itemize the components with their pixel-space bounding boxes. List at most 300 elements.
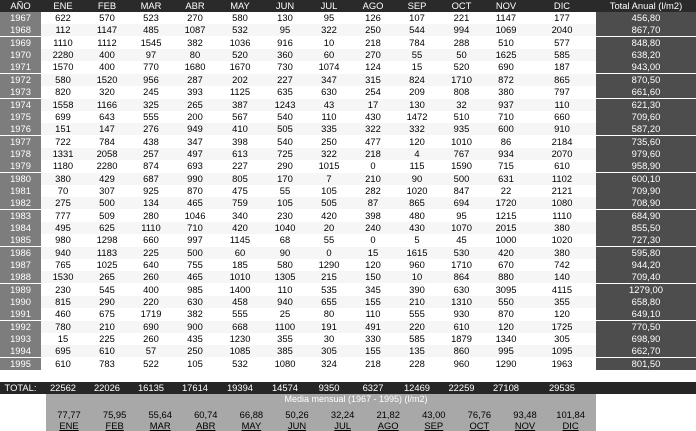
table-cell: 200 [173,111,217,123]
table-cell: 1069 [484,24,528,36]
table-cell: 1074 [307,61,351,73]
table-cell: 221 [439,12,484,24]
mean-month-label: NOV [514,420,536,431]
table-cell: 1046 [173,210,217,222]
table-cell: 87 [351,197,395,209]
table-cell: 580 [263,259,307,271]
table-cell: 250 [307,136,351,148]
table-cell: 742 [528,259,596,271]
row-year: 1977 [0,136,41,148]
table-cell: 1545 [129,37,173,49]
table-cell: 435 [173,333,217,345]
row-year: 1971 [0,61,41,73]
table-cell: 390 [395,284,439,296]
table-cell: 610 [41,358,85,370]
table-cell: 155 [351,345,395,357]
table-cell: 1100 [263,321,307,333]
row-total: 661,60 [596,86,696,98]
header-row [0,0,696,12]
table-cell: 660 [129,234,173,246]
row-year: 1991 [0,308,41,320]
table-cell: 910 [528,123,596,135]
table-cell: 20 [307,222,351,234]
table-cell: 254 [351,86,395,98]
row-year: 1988 [0,271,41,283]
table-cell: 555 [217,308,263,320]
table-cell: 420 [307,210,351,222]
table-cell: 1520 [85,74,129,86]
table-cell: 985 [173,284,217,296]
table-cell: 120 [484,321,528,333]
table-cell: 523 [129,12,173,24]
table-row [0,160,696,172]
row-total: 587,20 [596,123,696,135]
mean-value: 101,84 [556,409,585,420]
total-cell: 17614 [173,382,217,394]
table-cell: 1670 [217,61,263,73]
table-cell: 475 [217,185,263,197]
table-cell: 330 [351,333,395,345]
row-total: 770,50 [596,321,696,333]
table-cell: 1963 [528,358,596,370]
table-cell: 230 [41,284,85,296]
table-cell: 7 [307,173,351,185]
table-cell: 725 [263,148,307,160]
table-cell: 655 [307,296,351,308]
table-cell: 860 [439,345,484,357]
table-cell: 105 [307,185,351,197]
table-cell: 570 [85,12,129,24]
table-cell: 15 [395,61,439,73]
table-cell: 520 [439,61,484,73]
table-cell: 465 [173,271,217,283]
row-year: 1970 [0,49,41,61]
row-total: 735,60 [596,136,696,148]
table-cell: 510 [439,111,484,123]
table-cell: 630 [439,284,484,296]
row-year: 1972 [0,74,41,86]
table-cell: 940 [263,296,307,308]
table-cell: 865 [528,74,596,86]
table-row [0,284,696,296]
table-cell: 497 [173,148,217,160]
mean-month-label: MAR [149,420,171,431]
row-year: 1993 [0,333,41,345]
table-cell: 220 [129,296,173,308]
header-month: MAR [129,0,173,12]
table-cell: 4115 [528,284,596,296]
table-cell: 1725 [528,321,596,333]
table-cell: 994 [439,24,484,36]
table-row [0,358,696,370]
table-cell: 140 [528,271,596,283]
table-cell: 1720 [484,197,528,209]
table-cell: 430 [395,222,439,234]
table-cell: 530 [439,247,484,259]
table-cell: 282 [351,185,395,197]
mean-value: 93,48 [513,409,537,420]
row-total: 979,60 [596,148,696,160]
table-cell: 995 [484,345,528,357]
table-cell: 540 [263,136,307,148]
table-cell: 1615 [395,247,439,259]
table-cell: 228 [395,358,439,370]
table-cell: 218 [351,37,395,49]
mean-month-label: JUN [287,420,307,431]
table-cell: 0 [307,247,351,259]
table-cell: 55 [263,185,307,197]
table-cell: 500 [85,197,129,209]
table-cell: 1530 [41,271,85,283]
table-cell: 218 [351,148,395,160]
table-cell: 1095 [528,345,596,357]
header-month: NOV [484,0,528,12]
table-cell: 2070 [528,148,596,160]
table-cell: 1625 [484,49,528,61]
mean-value: 55,64 [148,409,172,420]
table-cell: 900 [173,321,217,333]
table-cell: 690 [129,321,173,333]
table-cell: 687 [129,173,173,185]
table-cell: 1010 [439,136,484,148]
table-cell: 960 [439,358,484,370]
table-cell: 130 [263,12,307,24]
mean-month-label: DIC [562,420,579,431]
mean-value: 50,26 [285,409,309,420]
table-row [0,308,696,320]
table-cell: 2121 [528,185,596,197]
mean-month-label: ABR [196,420,216,431]
table-cell: 322 [307,24,351,36]
table-cell: 120 [528,308,596,320]
totals-label: TOTAL: [0,382,41,394]
table-cell: 110 [263,284,307,296]
table-cell: 1110 [41,37,85,49]
table-cell: 540 [263,111,307,123]
table-cell: 332 [395,123,439,135]
table-cell: 1310 [439,296,484,308]
table-cell: 380 [528,247,596,259]
table-cell: 5 [395,234,439,246]
table-cell: 70 [41,185,85,197]
table-cell: 135 [395,345,439,357]
table-row [0,271,696,283]
header-month: DIC [528,0,596,12]
table-cell: 797 [528,86,596,98]
row-year: 1992 [0,321,41,333]
row-year: 1989 [0,284,41,296]
total-cell: 14574 [263,382,307,394]
table-cell: 585 [395,333,439,345]
table-cell: 134 [129,197,173,209]
mean-month-label: FEB [105,420,124,431]
row-year: 1967 [0,12,41,24]
table-cell: 610 [528,160,596,172]
table-cell: 925 [129,185,173,197]
table-cell: 580 [217,12,263,24]
table-cell: 1183 [85,247,129,259]
table-cell: 610 [439,321,484,333]
mean-month-label: SEP [424,420,444,431]
table-row [0,74,696,86]
table-cell: 600 [484,123,528,135]
table-cell: 535 [307,284,351,296]
table-cell: 210 [351,173,395,185]
table-cell: 1020 [528,234,596,246]
header-month: OCT [439,0,484,12]
table-cell: 1879 [439,333,484,345]
table-cell: 86 [484,136,528,148]
table-cell: 218 [351,358,395,370]
header-month: MAY [217,0,263,12]
table-cell: 808 [439,86,484,98]
mean-month-label: ENE [59,420,79,431]
table-row [0,99,696,111]
table-cell: 25 [263,308,307,320]
table-cell: 545 [85,284,129,296]
row-year: 1985 [0,234,41,246]
table-cell: 320 [85,86,129,98]
table-cell: 355 [263,333,307,345]
table-cell: 430 [351,111,395,123]
table-cell: 110 [307,111,351,123]
table-cell: 115 [395,160,439,172]
totals-blank [596,382,696,394]
table-cell: 150 [351,271,395,283]
row-total: 801,50 [596,358,696,370]
table-cell: 1087 [173,24,217,36]
table-cell: 1145 [217,234,263,246]
table-cell: 245 [129,86,173,98]
table-cell: 95 [263,24,307,36]
row-total: 621,30 [596,99,696,111]
row-total: 649,10 [596,308,696,320]
table-cell: 625 [85,222,129,234]
table-row [0,61,696,73]
table-cell: 17 [351,99,395,111]
table-cell: 155 [351,296,395,308]
table-cell: 130 [395,99,439,111]
table-cell: 250 [173,345,217,357]
table-cell: 2184 [528,136,596,148]
total-cell: 22026 [85,382,129,394]
table-row [0,136,696,148]
table-cell: 491 [351,321,395,333]
table-cell: 400 [85,49,129,61]
total-cell: 22562 [41,382,85,394]
table-cell: 631 [484,173,528,185]
table-cell: 1125 [217,86,263,98]
table-cell: 1080 [263,358,307,370]
table-cell: 55 [395,49,439,61]
mean-value: 43,00 [422,409,446,420]
table-cell: 870 [173,185,217,197]
table-cell: 3095 [484,284,528,296]
table-cell: 260 [129,333,173,345]
table-cell: 722 [41,136,85,148]
row-total: 595,80 [596,247,696,259]
table-cell: 55 [307,234,351,246]
table-cell: 1025 [85,259,129,271]
table-cell: 209 [395,86,439,98]
table-cell: 270 [173,12,217,24]
header-month: SEP [395,0,439,12]
table-cell: 95 [439,210,484,222]
table-cell: 1298 [85,234,129,246]
table-cell: 522 [129,358,173,370]
table-cell: 120 [395,136,439,148]
mean-value: 66,88 [239,409,264,420]
table-cell: 870 [484,308,528,320]
table-cell: 191 [307,321,351,333]
table-cell: 60 [217,247,263,259]
table-cell: 730 [263,61,307,73]
table-cell: 1719 [129,308,173,320]
table-cell: 4 [395,148,439,160]
header-total: Total Anual (l/m2) [596,0,696,12]
table-row [0,259,696,271]
table-cell: 185 [217,259,263,271]
table-cell: 520 [217,49,263,61]
table-cell: 398 [351,210,395,222]
table-cell: 290 [85,296,129,308]
table-cell: 1243 [263,99,307,111]
header-month: FEB [85,0,129,12]
row-total: 1279,00 [596,284,696,296]
header-year: AÑO [0,0,41,12]
table-cell: 670 [484,259,528,271]
table-cell: 1040 [263,222,307,234]
row-total: 709,60 [596,111,696,123]
row-total: 943,00 [596,61,696,73]
table-cell: 340 [217,210,263,222]
table-cell: 110 [528,99,596,111]
table-row [0,222,696,234]
table-cell: 1147 [484,12,528,24]
row-total: 870,50 [596,74,696,86]
table-cell: 815 [41,296,85,308]
mean-value: 32,24 [330,409,355,420]
table-cell: 227 [217,160,263,172]
table-cell: 458 [217,296,263,308]
table-cell: 438 [129,136,173,148]
table-cell: 400 [129,284,173,296]
table-cell: 1110 [528,210,596,222]
row-year: 1995 [0,358,41,370]
table-cell: 95 [307,12,351,24]
row-total: 709,40 [596,271,696,283]
table-cell: 347 [307,74,351,86]
table-cell: 105 [173,358,217,370]
table-cell: 322 [307,148,351,160]
table-row [0,86,696,98]
table-cell: 695 [41,345,85,357]
total-cell: 27108 [484,382,528,394]
table-cell: 398 [217,136,263,148]
table-cell: 585 [528,49,596,61]
table-cell: 1036 [217,37,263,49]
table-cell: 690 [484,61,528,73]
table-cell: 177 [528,12,596,24]
table-cell: 949 [173,123,217,135]
table-cell: 784 [85,136,129,148]
table-cell: 577 [528,37,596,49]
table-cell: 187 [528,61,596,73]
table-cell: 980 [41,234,85,246]
mean-value: 60,74 [194,409,218,420]
table-cell: 1710 [439,259,484,271]
table-cell: 916 [263,37,307,49]
table-cell: 660 [528,111,596,123]
row-total: 958,90 [596,160,696,172]
table-cell: 937 [484,99,528,111]
table-cell: 880 [484,271,528,283]
table-cell: 410 [217,123,263,135]
table-cell: 1180 [41,160,85,172]
table-cell: 335 [307,123,351,135]
table-cell: 230 [263,210,307,222]
total-cell: 12469 [395,382,439,394]
table-cell: 934 [484,148,528,160]
table-cell: 287 [173,74,217,86]
table-cell: 60 [307,49,351,61]
table-cell: 307 [85,185,129,197]
table-cell: 240 [351,222,395,234]
table-cell: 10 [307,37,351,49]
table-cell: 288 [439,37,484,49]
table-cell: 147 [85,123,129,135]
table-cell: 380 [484,86,528,98]
mean-value: 75,95 [102,409,127,420]
mean-month-label: AGO [377,420,399,431]
table-cell: 429 [85,173,129,185]
table-cell: 1112 [85,37,129,49]
table-cell: 227 [263,74,307,86]
table-row [0,197,696,209]
table-cell: 1010 [217,271,263,283]
row-year: 1983 [0,210,41,222]
table-cell: 630 [307,86,351,98]
row-total: 456,80 [596,12,696,24]
blank-area [596,394,696,431]
row-total: 855,50 [596,222,696,234]
table-cell: 225 [85,333,129,345]
table-cell: 847 [439,185,484,197]
row-year: 1968 [0,24,41,36]
row-year: 1994 [0,345,41,357]
table-cell: 477 [351,136,395,148]
table-cell: 80 [307,308,351,320]
table-row [0,345,696,357]
row-total: 658,80 [596,296,696,308]
mean-month-label: MAY [241,420,262,431]
table-cell: 1102 [528,173,596,185]
table-cell: 1070 [439,222,484,234]
table-cell: 10 [395,271,439,283]
table-cell: 1020 [395,185,439,197]
table-cell: 550 [484,296,528,308]
table-row [0,123,696,135]
table-cell: 956 [129,74,173,86]
table-cell: 710 [173,222,217,234]
table-cell: 315 [351,74,395,86]
row-year: 1982 [0,197,41,209]
table-cell: 43 [307,99,351,111]
table-cell: 45 [439,234,484,246]
table-cell: 220 [395,321,439,333]
table-cell: 480 [395,210,439,222]
table-cell: 997 [173,234,217,246]
